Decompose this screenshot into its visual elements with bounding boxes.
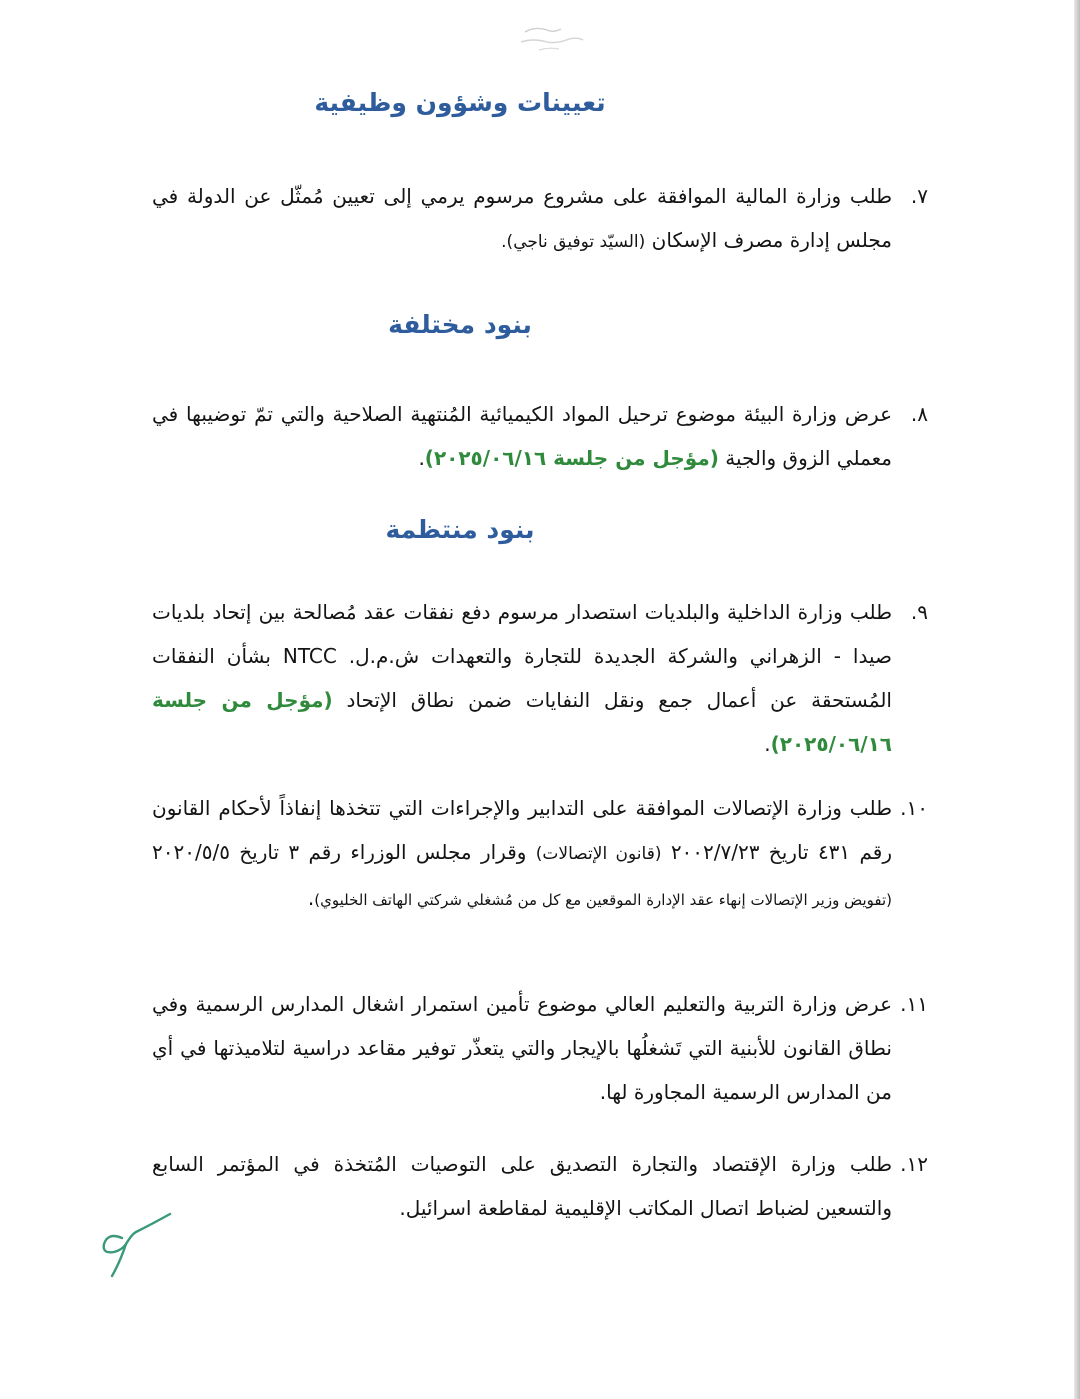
item-text: عرض وزارة التربية والتعليم العالي موضوع تأمين استمرار اشغال المدارس الرسمية وفي نطاق القانون للأبنية التي تَشغلُها بالإيجار والتي يتعذّر توفير مقاعد دراسية لتلاميذتها في أي من المدارس الرسمية المجاورة لها.	[152, 992, 892, 1104]
item-text: طلب وزارة الإقتصاد والتجارة التصديق على التوصيات المُتخذة في المؤتمر السابع والتسعين لضباط اتصال المكاتب الإقليمية لمقاطعة اسرائيل.	[152, 1152, 892, 1220]
postponed-note: (مؤجل من جلسة ٢٠٢٥/٠٦/١٦)	[424, 446, 719, 470]
item-note: (السيّد توفيق ناجي).	[501, 232, 646, 252]
item-number: ١١.	[900, 992, 928, 1016]
agenda-item-7	[152, 174, 928, 264]
postponed-note: (مؤجل من جلسة ٢٠٢٥/٠٦/١٦)	[152, 688, 892, 756]
page-edge-shadow	[1074, 0, 1080, 1399]
section-heading-appointments: تعيينات وشؤون وظيفية	[314, 88, 606, 117]
item-number: ١٢.	[900, 1152, 928, 1176]
item-note-2: (تفويض وزير الإتصالات إنهاء عقد الإدارة الموقعين مع كل من مُشغلي شركتي الهاتف الخليوي)	[314, 891, 892, 909]
page-stamp-scribble	[505, 18, 605, 58]
item-text-part-2: وقرار مجلس الوزراء رقم ٣ تاريخ ٢٠٢٠/٥/٥	[152, 840, 527, 864]
item-number: ١٠.	[900, 796, 928, 820]
handwritten-initials-signature	[92, 1212, 182, 1284]
item-end: .	[418, 446, 425, 470]
agenda-item-10	[152, 786, 928, 922]
item-note-1: (قانون الإتصالات)	[535, 844, 662, 864]
section-heading-regular: بنود منتظمة	[385, 515, 535, 544]
item-number: ٧.	[910, 184, 928, 208]
item-text-part-1: طلب وزارة الإتصالات الموافقة على التدابير والإجراءات التي تتخذها إنفاذاً لأحكام القانون رقم ٤٣١ تاريخ ٢٠٠٢/٧/٢٣	[152, 796, 893, 864]
item-text: طلب وزارة الداخلية والبلديات استصدار مرسوم دفع نفقات عقد مُصالحة بين إتحاد بلديات صيدا - الزهراني والشركة الجديدة للتجارة والتعهدات ش.م.ل. NTCC بشأن النفقات المُستحقة عن أعمال جمع ونقل النفايات ضمن نطاق الإتحاد	[152, 600, 893, 712]
item-text: طلب وزارة المالية الموافقة على مشروع مرسوم يرمي إلى تعيين مُمثّل عن الدولة في مجلس إدارة مصرف الإسكان	[152, 184, 892, 252]
item-text: عرض وزارة البيئة موضوع ترحيل المواد الكيميائية المُنتهية الصلاحية والتي تمّ توضيبها في معملي الزوق والجية	[152, 402, 892, 470]
agenda-item-9	[152, 590, 928, 766]
item-number: ٨.	[910, 402, 928, 426]
item-end: .	[764, 732, 771, 756]
agenda-item-11	[152, 982, 928, 1114]
section-heading-miscellaneous: بنود مختلفة	[388, 310, 532, 339]
agenda-item-8	[152, 392, 928, 480]
item-end: .	[307, 886, 315, 910]
agenda-item-12	[152, 1142, 928, 1230]
item-number: ٩.	[910, 600, 928, 624]
